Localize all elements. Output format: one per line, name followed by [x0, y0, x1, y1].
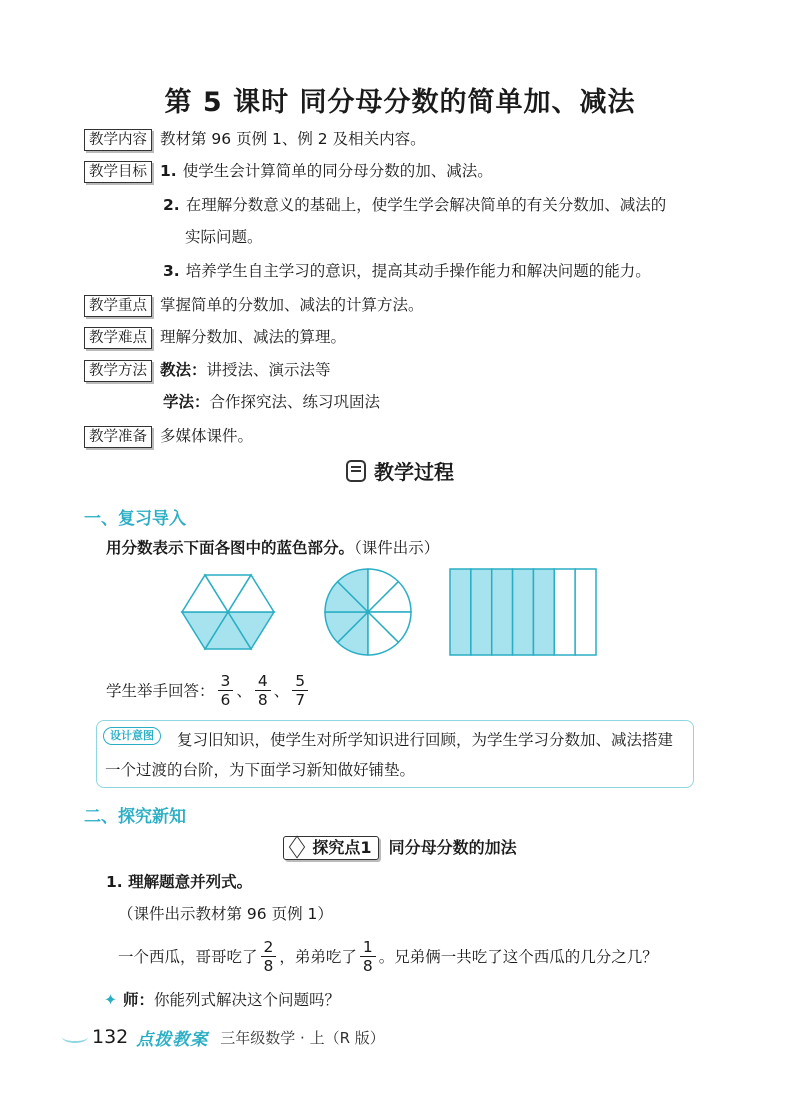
key-row: [84, 294, 424, 317]
rectangle-strip: [450, 569, 471, 655]
separator: 、: [236, 682, 252, 700]
process-heading: [0, 456, 800, 485]
goal-2: [163, 194, 666, 216]
fraction-figures: [180, 566, 600, 658]
goal-2-cont: 实际问题。: [185, 228, 263, 246]
explore-point-heading: [0, 835, 800, 860]
design-intent-box: [96, 720, 694, 788]
denominator: 7: [292, 690, 308, 709]
teach-label: 教法：: [160, 361, 207, 379]
learn-label: 学法：: [163, 393, 210, 411]
review-prompt: [106, 536, 439, 558]
rectangle-strip: [575, 569, 596, 655]
numerator: 4: [257, 671, 268, 690]
goal-1-num: 1.: [160, 162, 177, 180]
numerator: 2: [263, 937, 274, 956]
fraction-answer-3: [292, 672, 308, 709]
goal-1-text: 使学生会计算简单的同分母分数的加、减法。: [182, 162, 493, 180]
teach-text: 讲授法、演示法等: [206, 361, 331, 379]
key-text: 掌握简单的分数加、减法的计算方法。: [160, 296, 424, 314]
prep-text: 多媒体课件。: [160, 427, 254, 445]
goal-2-text: 在理解分数意义的基础上，使学生学会解决简单的有关分数加、减法的: [185, 196, 667, 214]
goal-2-num: 2.: [163, 196, 180, 214]
goal-3: [163, 260, 651, 282]
teacher-label: 师：: [123, 991, 155, 1009]
section-1-title: 一、复习导入: [84, 509, 186, 529]
section-2-title: 二、探究新知: [84, 807, 186, 827]
courseware-note: （课件出示教材第 96 页例 1）: [118, 905, 333, 923]
prep-row: [84, 425, 253, 448]
prompt-bold: 用分数表示下面各图中的蓝色部分。: [106, 539, 355, 557]
method-row: [84, 359, 331, 382]
denominator: 6: [218, 690, 234, 709]
cube-icon: [289, 835, 305, 858]
goal-3-text: 培养学生自主学习的意识，提高其动手操作能力和解决问题的能力。: [185, 262, 651, 280]
difficulty-row: [84, 326, 346, 349]
explore-point-title: 同分母分数的加法: [388, 838, 517, 857]
rectangle-strip: [533, 569, 554, 655]
process-title: 教学过程: [374, 460, 454, 484]
student-answer: [106, 668, 311, 712]
tag-prep: 教学准备: [84, 426, 152, 448]
rectangle-figure: [450, 569, 596, 655]
rectangle-strip: [471, 569, 492, 655]
explore-point-label: 探究点1: [312, 838, 372, 857]
design-intent-text: 复习旧知识，使学生对所学知识进行回顾，为学生学习分数加、减法搭建一个过渡的台阶，为下面学习新知做好铺垫。: [105, 731, 674, 779]
tag-content: 教学内容: [84, 129, 152, 151]
book-title: 三年级数学 · 上（R 版）: [220, 1028, 385, 1047]
explore-point-label-box: [283, 836, 378, 860]
answer-label: 学生举手回答：: [106, 682, 215, 700]
denominator: 8: [255, 690, 271, 709]
separator: 、: [273, 682, 290, 700]
numerator: 5: [295, 671, 306, 690]
page-footer: [62, 1022, 385, 1052]
numerator: 1: [362, 937, 373, 956]
hexagon-figure: [182, 575, 274, 649]
denominator: 8: [261, 956, 277, 975]
goal-3-num: 3.: [163, 262, 180, 280]
problem-statement: [118, 934, 658, 978]
wave-icon: [62, 1031, 88, 1043]
goals-row: [84, 160, 493, 183]
problem-part-2: ，弟弟吃了: [279, 948, 357, 966]
bullet-icon: ✦: [104, 991, 117, 1009]
book-icon: [346, 460, 366, 482]
denominator: 8: [360, 956, 376, 975]
numerator: 3: [220, 671, 231, 690]
teacher-text: 你能列式解决这个问题吗？: [154, 991, 341, 1009]
fraction-answer-2: [255, 672, 271, 709]
step-1: 1. 理解题意并列式。: [106, 873, 253, 891]
tag-difficulty: 教学难点: [84, 327, 152, 349]
content-text: 教材第 96 页例 1、例 2 及相关内容。: [160, 130, 426, 148]
learn-row: [163, 391, 380, 413]
tag-method: 教学方法: [84, 360, 152, 382]
fraction-answer-1: [218, 672, 234, 709]
rectangle-strip: [492, 569, 513, 655]
teacher-line: [104, 988, 340, 1010]
rectangle-strip: [513, 569, 534, 655]
problem-fraction-1: [261, 938, 277, 975]
content-row: [84, 128, 426, 151]
design-intent-label: 设计意图: [103, 727, 161, 745]
lesson-title: 第 5 课时 同分母分数的简单加、减法: [164, 87, 636, 118]
difficulty-text: 理解分数加、减法的算理。: [160, 328, 347, 346]
learn-text: 合作探究法、练习巩固法: [209, 393, 381, 411]
brand-logo: 点拨教案: [136, 1029, 209, 1050]
problem-part-1: 一个西瓜，哥哥吃了: [118, 948, 258, 966]
page-number: 132: [92, 1026, 129, 1048]
tag-goals: 教学目标: [84, 161, 152, 183]
problem-part-3: 。兄弟俩一共吃了这个西瓜的几分之几？: [378, 948, 658, 966]
tag-key: 教学重点: [84, 295, 152, 317]
circle-figure: [325, 569, 411, 655]
problem-fraction-2: [360, 938, 376, 975]
prompt-note: （课件出示）: [354, 539, 440, 557]
rectangle-strip: [554, 569, 575, 655]
